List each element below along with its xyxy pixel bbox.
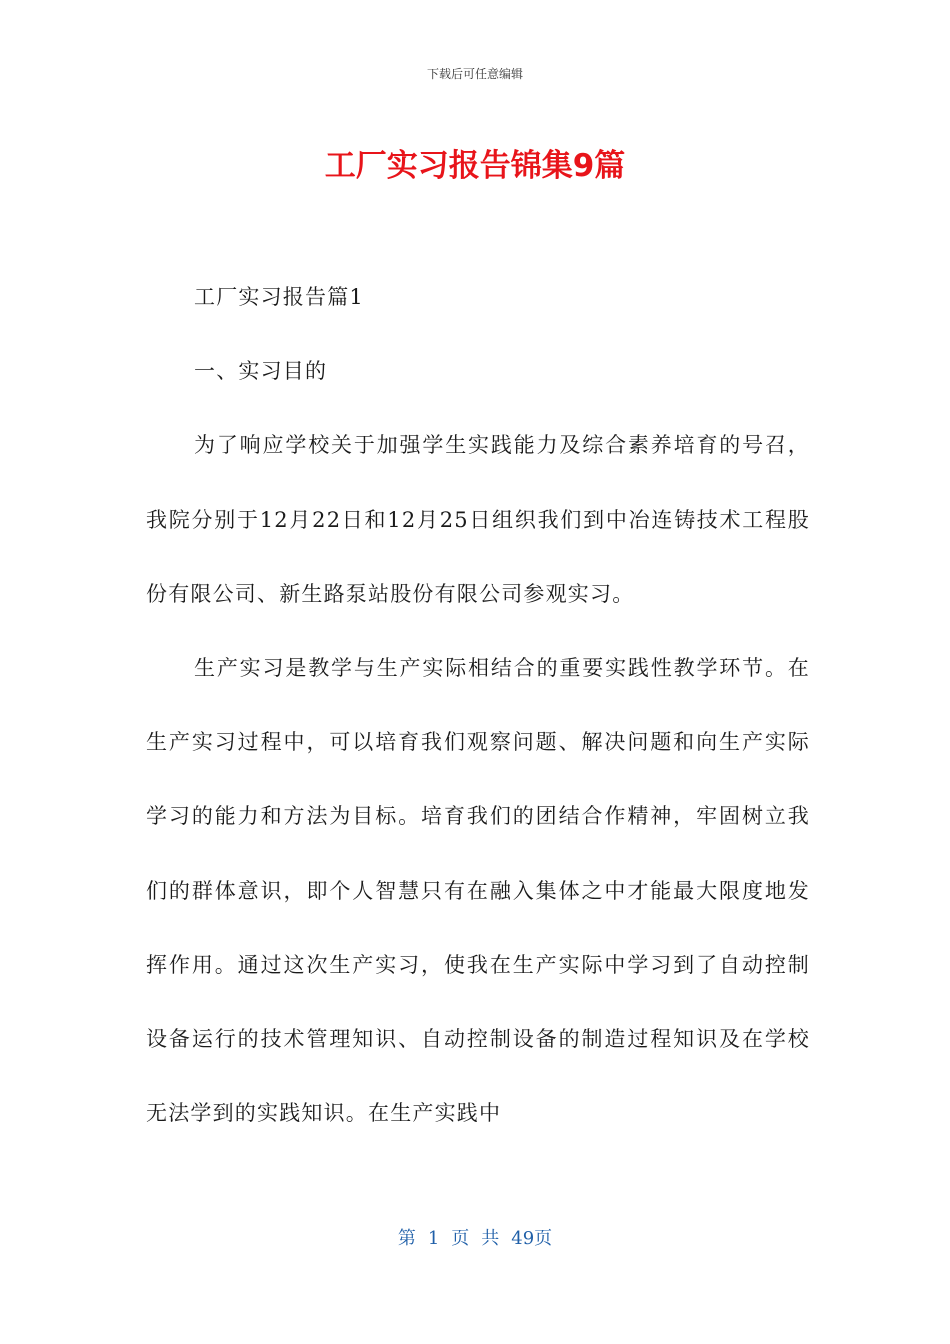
- page-prefix: 第: [397, 1228, 416, 1249]
- subsection-heading: 一、实习目的: [194, 359, 328, 384]
- page-footer: [0, 1226, 950, 1252]
- document-body: [146, 260, 810, 1150]
- total-pages: 49页: [511, 1228, 553, 1249]
- document-title: 工厂实习报告锦集9篇: [324, 148, 626, 184]
- current-page-number: 1: [427, 1228, 440, 1249]
- header-note: 下载后可任意编辑: [426, 67, 523, 81]
- total-prefix: 共: [481, 1228, 500, 1249]
- body-paragraph: 生产实习是教学与生产实际相结合的重要实践性教学环节。在生产实习过程中，可以培育我们观察问题、解决问题和向生产实际学习的能力和方法为目标。培育我们的团结合作精神，牢固树立我们的群体意识，即个人智慧只有在融入集体之中才能最大限度地发挥作用。通过这次生产实习，使我在生产实际中学习到了自动控制设备运行的技术管理知识、自动控制设备的制造过程知识及在学校无法学到的实践知识。在生产实践中: [146, 656, 810, 1126]
- section-heading: 工厂实习报告篇1: [194, 285, 364, 309]
- page-word: 页: [451, 1228, 470, 1249]
- body-paragraph: 为了响应学校关于加强学生实践能力及综合素养培育的号召，我院分别于12月22日和12月25日组织我们到中冶连铸技术工程股份有限公司、新生路泵站股份有限公司参观实习。: [146, 433, 810, 606]
